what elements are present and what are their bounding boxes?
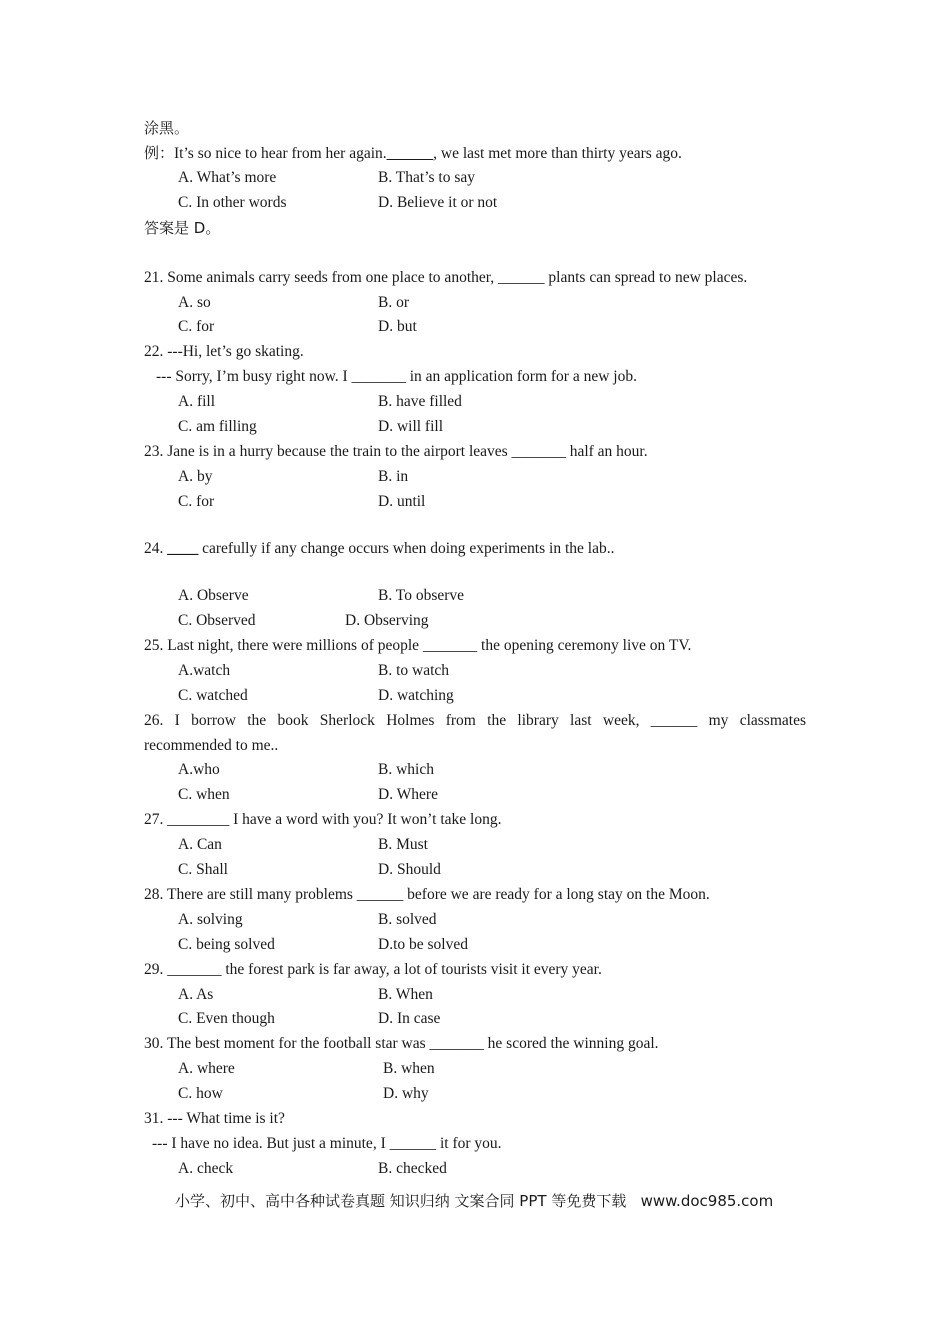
question-25-option-d: D. watching [378, 687, 454, 704]
example-answer-note: 答案是 D。 [144, 219, 221, 237]
question-23-option-d: D. until [378, 493, 426, 510]
question-21-option-d: D. but [378, 318, 417, 335]
question-24-option-c: C. Observed [178, 612, 256, 629]
question-21-option-b: B. or [378, 294, 409, 311]
example-prefix: 例： [144, 144, 175, 162]
question-27-option-b: B. Must [378, 836, 428, 853]
question-26-option-c: C. when [178, 786, 230, 803]
example-stem-a: It’s so nice to hear from her again. [174, 145, 387, 162]
example-option-b: B. That’s to say [378, 169, 476, 186]
question-22-option-a: A. fill [178, 393, 216, 410]
intro-heading: 涂黑。 [144, 119, 190, 137]
question-24-stem [144, 539, 614, 559]
question-28-option-b: B. solved [378, 911, 437, 928]
question-21-option-c: C. for [178, 318, 215, 335]
question-26-stem-line2: recommended to me.. [144, 737, 279, 754]
question-30-option-c: C. how [178, 1085, 223, 1102]
question-25-option-a: A.watch [178, 662, 231, 679]
question-30-option-b: B. when [383, 1060, 435, 1077]
footer-text: 小学、初中、高中各种试卷真题 知识归纳 文案合同 PPT 等免费下载 www.doc985.com [175, 1192, 774, 1210]
question-29-option-a: A. As [178, 986, 214, 1003]
example-option-c: C. In other words [178, 194, 287, 211]
question-24-number: 24. [144, 540, 168, 557]
question-25-stem: 25. Last night, there were millions of people _______ the opening ceremony live on TV. [144, 637, 692, 654]
example-option-a: A. What’s more [178, 169, 277, 186]
question-30-stem: 30. The best moment for the football star was _______ he scored the winning goal. [144, 1035, 659, 1052]
question-22-option-b: B. have filled [378, 393, 462, 410]
question-23-stem: 23. Jane is in a hurry because the train to the airport leaves _______ half an hour. [144, 443, 648, 460]
question-21-option-a: A. so [178, 294, 211, 311]
question-26-stem-line1: 26. I borrow the book Sherlock Holmes from the library last week, ______ my classmates [144, 712, 806, 729]
question-26-option-d: D. Where [378, 786, 438, 803]
question-28-option-a: A. solving [178, 911, 243, 928]
question-27-option-c: C. Shall [178, 861, 228, 878]
question-29-stem: 29. _______ the forest park is far away, a lot of tourists visit it every year. [144, 961, 602, 978]
question-22-stem-line1: 22. ---Hi, let’s go skating. [144, 343, 304, 360]
question-22-option-c: C. am filling [178, 418, 257, 435]
question-25-option-b: B. to watch [378, 662, 450, 679]
question-25-option-c: C. watched [178, 687, 248, 704]
question-26-option-a: A.who [178, 761, 220, 778]
question-28-option-c: C. being solved [178, 936, 275, 953]
question-31-stem-line1: 31. --- What time is it? [144, 1110, 285, 1127]
question-24-option-d: D. Observing [345, 612, 429, 629]
question-27-option-a: A. Can [178, 836, 222, 853]
question-28-stem: 28. There are still many problems ______ before we are ready for a long stay on the Moon. [144, 886, 710, 903]
example-stem [144, 143, 682, 164]
question-22-stem-line2: --- Sorry, I’m busy right now. I _______ in an application form for a new job. [156, 368, 637, 385]
question-24-rest: carefully if any change occurs when doing experiments in the lab.. [198, 540, 615, 557]
question-24-blank: ____ [167, 540, 199, 557]
question-22-option-d: D. will fill [378, 418, 444, 435]
example-option-d: D. Believe it or not [378, 194, 498, 211]
question-24-option-a: A. Observe [178, 587, 249, 604]
question-29-option-c: C. Even though [178, 1010, 275, 1027]
question-21-stem: 21. Some animals carry seeds from one place to another, ______ plants can spread to new places. [144, 269, 748, 286]
example-blank: ______ [386, 145, 434, 162]
question-27-stem: 27. ________ I have a word with you? It won’t take long. [144, 811, 502, 828]
question-23-option-c: C. for [178, 493, 215, 510]
example-stem-b: , we last met more than thirty years ago. [433, 145, 682, 162]
question-30-option-a: A. where [178, 1060, 235, 1077]
question-29-option-b: B. When [378, 986, 433, 1003]
question-31-stem-line2: --- I have no idea. But just a minute, I ______ it for you. [152, 1135, 502, 1152]
question-30-option-d: D. why [383, 1085, 429, 1102]
question-31-option-b: B. checked [378, 1160, 447, 1177]
question-29-option-d: D. In case [378, 1010, 441, 1027]
question-31-option-a: A. check [178, 1160, 234, 1177]
question-28-option-d: D.to be solved [378, 936, 468, 953]
question-23-option-a: A. by [178, 468, 213, 485]
question-23-option-b: B. in [378, 468, 409, 485]
question-26-option-b: B. which [378, 761, 434, 778]
question-27-option-d: D. Should [378, 861, 441, 878]
question-24-option-b: B. To observe [378, 587, 465, 604]
